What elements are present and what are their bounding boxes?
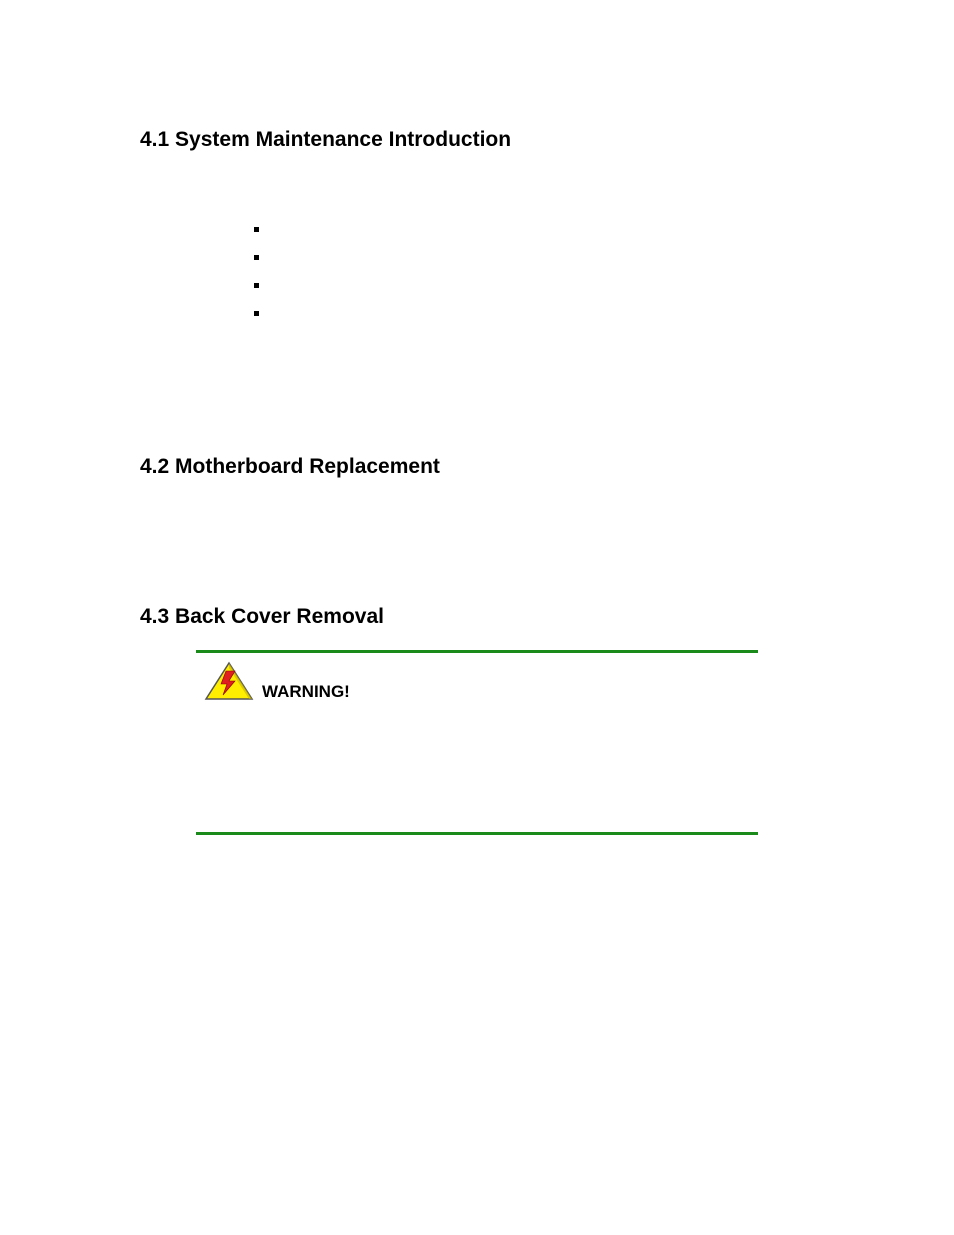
warning-triangle-lightning-icon — [204, 661, 254, 701]
bullet-marker — [254, 255, 259, 260]
section-heading-system-maintenance: 4.1 System Maintenance Introduction — [140, 128, 512, 151]
warning-box — [196, 650, 758, 835]
bullet-list — [254, 227, 259, 339]
bullet-marker — [254, 227, 259, 232]
bullet-marker — [254, 283, 259, 288]
bullet-marker — [254, 311, 259, 316]
section-heading-motherboard-replacement: 4.2 Motherboard Replacement — [140, 455, 440, 478]
warning-label: WARNING! — [262, 682, 350, 701]
section-heading-back-cover-removal: 4.3 Back Cover Removal — [140, 605, 384, 628]
